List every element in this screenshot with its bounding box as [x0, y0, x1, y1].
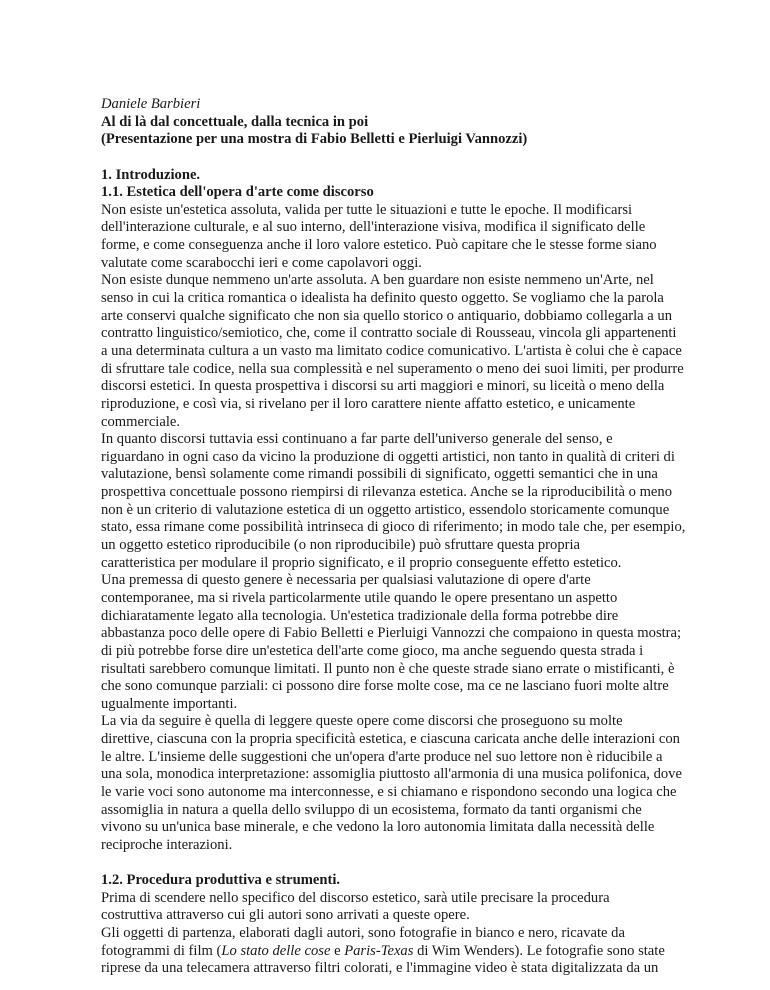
spacer — [101, 149, 701, 167]
body-line: arte conservi qualche significato che non sia quello storico o antiquario, dobbiamo collegarla a un — [101, 307, 672, 324]
film-title-paris-texas: Paris-Texas — [344, 942, 414, 959]
subsection-heading-procedura: 1.2. Procedura produttiva e strumenti. — [101, 872, 341, 889]
body-line: una sola, monodica interpretazione: assomiglia piuttosto all'armonia di una musica polifonica, dove — [101, 766, 682, 783]
body-line: vivono su un'unica base minerale, e che vedono la loro autonomia limitata dalla necessità delle — [101, 819, 655, 836]
body-line: Non esiste un'estetica assoluta, valida per tutte le situazioni e tutte le epoche. Il modificarsi — [101, 201, 633, 218]
body-line: direttive, ciascuna con la propria specificità estetica, e ciascuna caricata anche delle interazioni con — [101, 731, 680, 748]
body-line: valutazione, bensì solamente come rimandi possibili di significato, oggetti semantici che in una — [101, 466, 658, 483]
film-title-lo-stato-delle-cose: Lo stato delle cose — [221, 942, 331, 959]
film-line-before: fotogrammi di film ( — [101, 942, 222, 959]
section-heading-introduzione: 1. Introduzione. — [101, 166, 201, 183]
body-line: riguardano in ogni caso da vicino la produzione di oggetti artistici, non tanto in qualità di criteri di — [101, 448, 675, 465]
document-subtitle: (Presentazione per una mostra di Fabio Belletti e Pierluigi Vannozzi) — [101, 131, 528, 148]
spacer — [101, 855, 701, 873]
body-line: costruttiva attraverso cui gli autori sono arrivati a queste opere. — [101, 907, 470, 924]
section-2-body — [101, 890, 701, 943]
body-line: forme, e come conseguenza anche il loro valore estetico. Può capitare che le stesse forme siano — [101, 237, 657, 254]
body-line: prospettiva concettuale possono riempirsi di rilevanza estetica. Anche se la riproducibilità o meno — [101, 484, 673, 501]
body-line: che sono comunque parziali: ci possono dire forse molte cose, ma ce ne lasciano fuori molte altre — [101, 678, 669, 695]
body-line: le varie voci sono autonome ma interconnesse, e si chiamano e rispondono secondo una logica che — [101, 783, 677, 800]
body-line: non è un criterio di valutazione estetica di un oggetto artistico, essendolo storicamente comunque — [101, 501, 670, 518]
body-line: stato, essa rimane come possibilità intrinseca di gioco di riferimento; in modo tale che, per esempio, — [101, 519, 686, 536]
body-line: dell'interazione culturale, e al suo interno, dell'interazione visiva, modifica il significato delle — [101, 219, 646, 236]
body-line: commerciale. — [101, 413, 181, 430]
body-line: contratto linguistico/semiotico, che, come il contratto sociale di Rousseau, vincola gli appartenenti — [101, 325, 677, 342]
body-line: riprese da una telecamera attraverso filtri colorati, e l'immagine video è stata digitalizzata da un — [101, 960, 659, 977]
author-name: Daniele Barbieri — [101, 96, 201, 112]
body-line: Non esiste dunque nemmeno un'arte assoluta. A ben guardare non esiste nemmeno un'Arte, nel — [101, 272, 654, 289]
body-line: discorsi estetici. In questa prospettiva i discorsi su arti maggiori e minori, su liceità o meno della — [101, 378, 665, 395]
body-line: di più potrebbe forse dire un'estetica dell'arte come gioco, ma anche seguendo questa strada i — [101, 642, 644, 659]
body-line: ugualmente importanti. — [101, 695, 238, 712]
body-line: In quanto discorsi tuttavia essi continuano a far parte dell'universo generale del senso, e — [101, 431, 613, 448]
body-line: riproduzione, e così via, si rivelano per il loro carattere niente affatto estetico, e unicamente — [101, 395, 636, 412]
body-line: La via da seguire è quella di leggere queste opere come discorsi che proseguono su molte — [101, 713, 623, 730]
body-line: assomiglia in natura a quella dello sviluppo di un ecosistema, formato da tanti organismi che — [101, 801, 642, 818]
body-line: Gli oggetti di partenza, elaborati dagli autori, sono fotografie in bianco e nero, ricavate da — [101, 925, 625, 942]
body-line: reciproche interazioni. — [101, 836, 233, 853]
film-line-middle: e — [330, 942, 345, 959]
body-line: abbastanza poco delle opere di Fabio Belletti e Pierluigi Vannozzi che compaiono in questa mostra; — [101, 625, 682, 642]
body-line: Una premessa di questo genere è necessaria per qualsiasi valutazione di opere d'arte — [101, 572, 591, 589]
body-line: Prima di scendere nello specifico del discorso estetico, sarà utile precisare la procedura — [101, 889, 610, 906]
document-title: Al di là dal concettuale, dalla tecnica in poi — [101, 113, 369, 130]
section-1-body — [101, 202, 701, 855]
body-line: contemporanee, ma si rivela particolarmente utile quando le opere presentano un aspetto — [101, 589, 618, 606]
body-line: a una determinata cultura a un vasto ma limitato codice comunicativo. L'artista è colui che è capace — [101, 342, 682, 359]
film-line-after: di Wim Wenders). Le fotografie sono state — [413, 942, 665, 959]
body-line: un oggetto estetico riproducibile (o non riproducibile) può sfruttare questa propria — [101, 537, 581, 554]
body-line: risultati sarebbero comunque limitati. Il punto non è che queste strade siano errate o mistificanti, è — [101, 660, 675, 677]
subsection-heading-estetica: 1.1. Estetica dell'opera d'arte come discorso — [101, 184, 374, 201]
body-line: di sfruttare tale codice, nella sua complessità e nel superamento o meno dei suoi limiti, per produrre — [101, 360, 684, 377]
body-line: valutate come scarabocchi ieri e come capolavori oggi. — [101, 254, 422, 271]
body-line: dichiaratamente legato alla tecnologia. Un'estetica tradizionale della forma potrebbe dire — [101, 607, 619, 624]
document-page — [101, 96, 701, 978]
body-line: le altre. L'insieme delle suggestioni che un'opera d'arte produce nel suo lettore non è riducibile a — [101, 748, 663, 765]
body-line: senso in cui la critica romantica o idealista ha definito questo oggetto. Se vogliamo che la parola — [101, 290, 664, 307]
body-line-films — [101, 943, 701, 961]
body-line: caratteristica per modulare il proprio significato, e il proprio conseguente effetto estetico. — [101, 554, 622, 571]
